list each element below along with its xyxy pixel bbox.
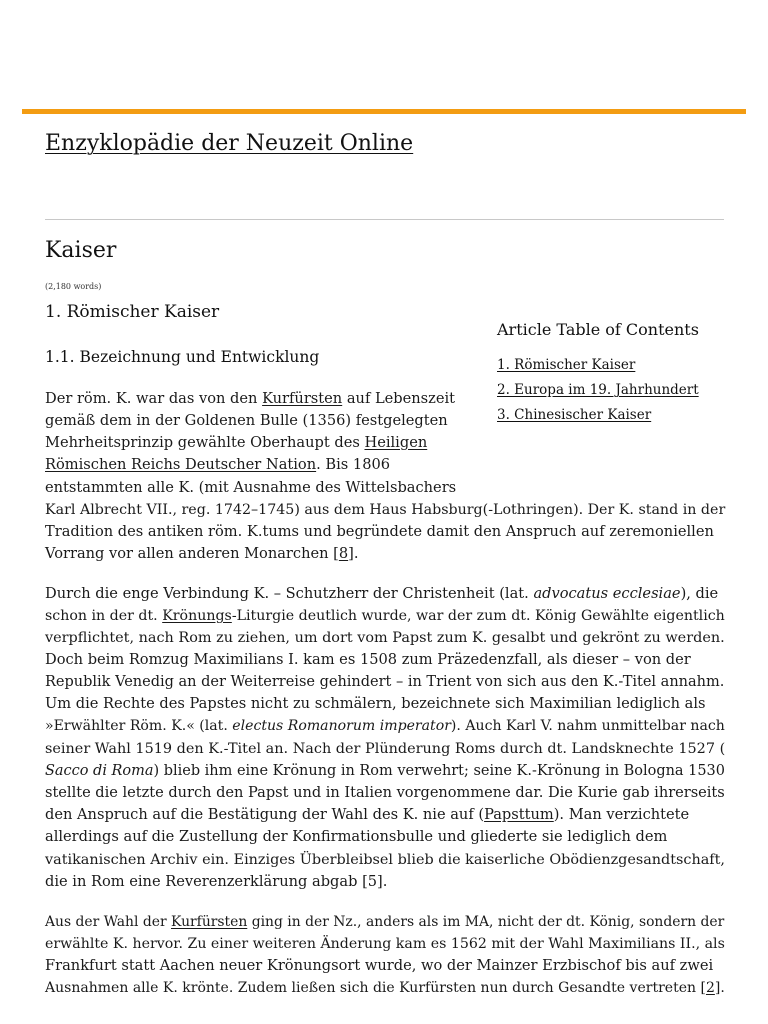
paragraph-line: Karl Albrecht VII., reg. 1742–1745) aus dem Haus Habsburg(-Lothringen). Der K. stand in der [45, 502, 726, 518]
text: den Anspruch auf die Bestätigung der Wahl des K. nie auf ( [45, 806, 485, 823]
text: Mehrheitsprinzip gewählte Oberhaupt des [45, 434, 365, 451]
subsection-heading: 1.1. Bezeichnung und Entwicklung [45, 348, 320, 366]
text: ). Man verzichtete [553, 806, 690, 823]
article-title: Kaiser [45, 238, 117, 263]
paragraph-line: Doch beim Romzug Maximilians I. kam es 1508 zum Präzedenzfall, als dieser – von der [45, 651, 691, 668]
text: ging in der Nz., anders als im MA, nicht der dt. König, sondern der [247, 914, 725, 930]
paragraph-line: Frankfurt statt Aachen neuer Krönungsort wurde, wo der Mainzer Erzbischof bis auf zwei [45, 957, 714, 974]
paragraph-line: Republik Venedig an der Weiterreise gehindert – in Trient von sich aus den K.-Titel annahm. [45, 674, 725, 690]
paragraph-line: seiner Wahl 1519 den K.-Titel an. Nach der Plünderung Roms durch dt. Landsknechte 1527 ( [45, 741, 726, 757]
paragraph-line [45, 389, 455, 409]
paragraph-line [45, 455, 390, 475]
italic-text: advocatus ecclesiae [533, 585, 681, 602]
paragraph-line: entstammten alle K. (mit Ausnahme des Wittelsbachers [45, 479, 457, 496]
link-papsttum[interactable]: Papsttum [484, 806, 554, 823]
paragraph-line [45, 606, 725, 626]
text: Vorrang vor allen anderen Monarchen [ [45, 545, 339, 562]
link-heiliges-reich-cont[interactable]: Römischen Reichs Deutscher Nation [45, 456, 317, 473]
text: ). Auch Karl V. nahm unmittelbar nach [450, 718, 725, 734]
paragraph-line: gemäß dem in der Goldenen Bulle (1356) festgelegten [45, 412, 448, 429]
toc-item-europa[interactable]: 2. Europa im 19. Jahrhundert [497, 382, 699, 398]
text: Aus der Wahl der [45, 914, 172, 930]
link-kurfuersten[interactable]: Kurfürsten [262, 390, 343, 407]
text: . Bis 1806 [316, 456, 391, 473]
paragraph-line: erwählte K. hervor. Zu einer weiteren Änderung kam es 1562 mit der Wahl Maximilians II., als [45, 936, 725, 952]
paragraph-line [45, 433, 427, 453]
toc-item-chinesischer-kaiser[interactable]: 3. Chinesischer Kaiser [497, 407, 652, 423]
paragraph-line [45, 912, 724, 932]
paragraph-line: vatikanischen Archiv ein. Einziges Überbleibsel blieb die kaiserliche Obödienzgesandtschaft, [45, 852, 725, 868]
paragraph-line: die in Rom eine Reverenzerklärung abgab [5]. [45, 873, 388, 890]
paragraph-line [45, 544, 359, 564]
text: Ausnahmen alle K. krönte. Zudem ließen sich die Kurfürsten nun durch Gesandte vertreten [ [45, 980, 706, 996]
paragraph-line: verpflichtet, nach Rom zu ziehen, um dort vom Papst zum K. gesalbt und gekrönt zu werden. [45, 630, 725, 646]
text: Der röm. K. war das von den [45, 390, 263, 407]
text: ), die [680, 585, 719, 602]
link-heiliges-reich[interactable]: Heiligen [364, 434, 428, 451]
text: schon in der dt. [45, 608, 163, 624]
paragraph-line: stellte die letzte durch den Papst und in Italien vorgenommene dar. Die Kurie gab ihrerseits [45, 784, 725, 801]
paragraph-line [45, 761, 725, 781]
paragraph-line [45, 978, 725, 998]
italic-text: electus Romanorum imperator [232, 718, 451, 734]
paragraph-line [45, 716, 725, 736]
table-of-contents [497, 320, 737, 432]
paragraph-line: Tradition des antiken röm. K.tums und begründete damit den Anspruch auf zeremoniellen [45, 523, 714, 540]
accent-bar [22, 109, 746, 114]
citation-link[interactable]: 2 [705, 980, 715, 996]
divider [45, 219, 724, 220]
text: »Erwählter Röm. K.« (lat. [45, 718, 233, 734]
paragraph-line: allerdings auf die Zustellung der Konfirmationsbulle und gliederte sie lediglich dem [45, 828, 668, 845]
toc-title: Article Table of Contents [497, 320, 699, 339]
word-count: (2,180 words) [45, 282, 102, 291]
text: auf Lebenszeit [342, 390, 456, 407]
section-heading: 1. Römischer Kaiser [45, 302, 220, 322]
paragraph-line: Um die Rechte des Papstes nicht zu schmälern, bezeichnete sich Maximilian lediglich als [45, 695, 706, 712]
link-kroenung[interactable]: Krönungs [162, 608, 232, 624]
text: -Liturgie deutlich wurde, war der zum dt. König Gewählte eigentlich [231, 608, 725, 624]
link-kurfuersten[interactable]: Kurfürsten [171, 914, 248, 930]
site-title-link[interactable]: Enzyklopädie der Neuzeit Online [45, 131, 414, 156]
italic-text: Sacco di Roma [45, 763, 154, 779]
citation-link[interactable]: 8 [338, 545, 349, 562]
text: Durch die enge Verbindung K. – Schutzherr der Christenheit (lat. [45, 585, 534, 602]
paragraph-line [45, 805, 689, 825]
toc-item-roemischer-kaiser[interactable]: 1. Römischer Kaiser [497, 357, 636, 373]
text: ]. [348, 545, 359, 562]
text: ) blieb ihm eine Krönung in Rom verwehrt; seine K.-Krönung in Bologna 1530 [153, 763, 725, 779]
text: ]. [714, 980, 725, 996]
paragraph-line [45, 584, 718, 604]
